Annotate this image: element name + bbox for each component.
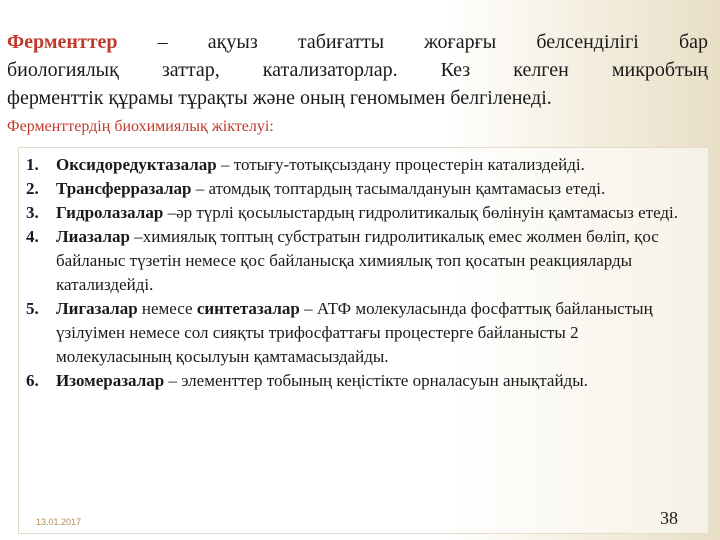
list-item <box>26 297 686 369</box>
list-item <box>26 369 686 393</box>
enzyme-class-name: Лиазалар <box>56 227 130 246</box>
enzyme-class-name: Лигазалар <box>56 299 138 318</box>
intro-paragraph <box>7 28 708 112</box>
enzyme-class-name: Трансферразалар <box>56 179 192 198</box>
enzyme-class-description: – АТФ молекуласында фосфаттық байланыстың үзілуімен немесе сол сияқты трифосфаттағы процестерге байланысты 2 молекуласының қосылуын қамтамасыздайды. <box>56 299 653 366</box>
enzyme-class-name: Оксидоредуктазалар <box>56 155 217 174</box>
enzyme-class-name: синтетазалар <box>196 299 300 318</box>
enzymes-term: Ферменттер <box>7 31 118 53</box>
list-item <box>26 177 686 201</box>
page-number: 38 <box>660 508 678 528</box>
list-item-number: 5. <box>26 299 39 318</box>
list-item-number: 3. <box>26 203 39 222</box>
enzyme-class-name: Гидролазалар <box>56 203 164 222</box>
enzyme-class-description: немесе <box>137 299 197 318</box>
classification-subtitle: Ферменттердің биохимиялық жіктелуі: <box>7 118 274 135</box>
enzyme-class-name: Изомеразалар <box>56 371 165 390</box>
enzyme-class-list <box>26 153 686 393</box>
intro-line-1-rest: – ақуыз табиғатты жоғарғы белсенділігі бар <box>117 31 708 53</box>
list-item <box>26 225 686 297</box>
list-item-number: 2. <box>26 179 39 198</box>
list-item <box>26 153 686 177</box>
enzyme-class-description: –әр түрлі қосылыстардың гидролитикалық бөлінуін қамтамасыз етеді. <box>163 203 679 222</box>
intro-line-2: биологиялық заттар, катализаторлар. Кез келген микробтың <box>7 59 708 81</box>
intro-line-1 <box>7 28 708 56</box>
enzyme-class-description: – тотығу-тотықсыздану процестерін катализдейді. <box>216 155 585 174</box>
list-item-number: 1. <box>26 155 39 174</box>
list-item-number: 4. <box>26 227 39 246</box>
footer-date: 13.01.2017 <box>36 517 82 527</box>
list-item-number: 6. <box>26 371 39 390</box>
enzyme-class-description: – атомдық топтардың тасымалдануын қамтамасыз етеді. <box>191 179 606 198</box>
intro-line-3: ферменттік құрамы тұрақты және оның геномымен белгіленеді. <box>7 87 552 109</box>
enzyme-class-description: – элементтер тобының кеңістікте орналасуын анықтайды. <box>164 371 588 390</box>
enzyme-class-description: –химиялық топтың субстратын гидролитикалық емес жолмен бөліп, қос байланыс түзетін немесе қос байланысқа химиялық топ қосатын реакцияларды катализдейді. <box>56 227 659 294</box>
list-item <box>26 201 686 225</box>
